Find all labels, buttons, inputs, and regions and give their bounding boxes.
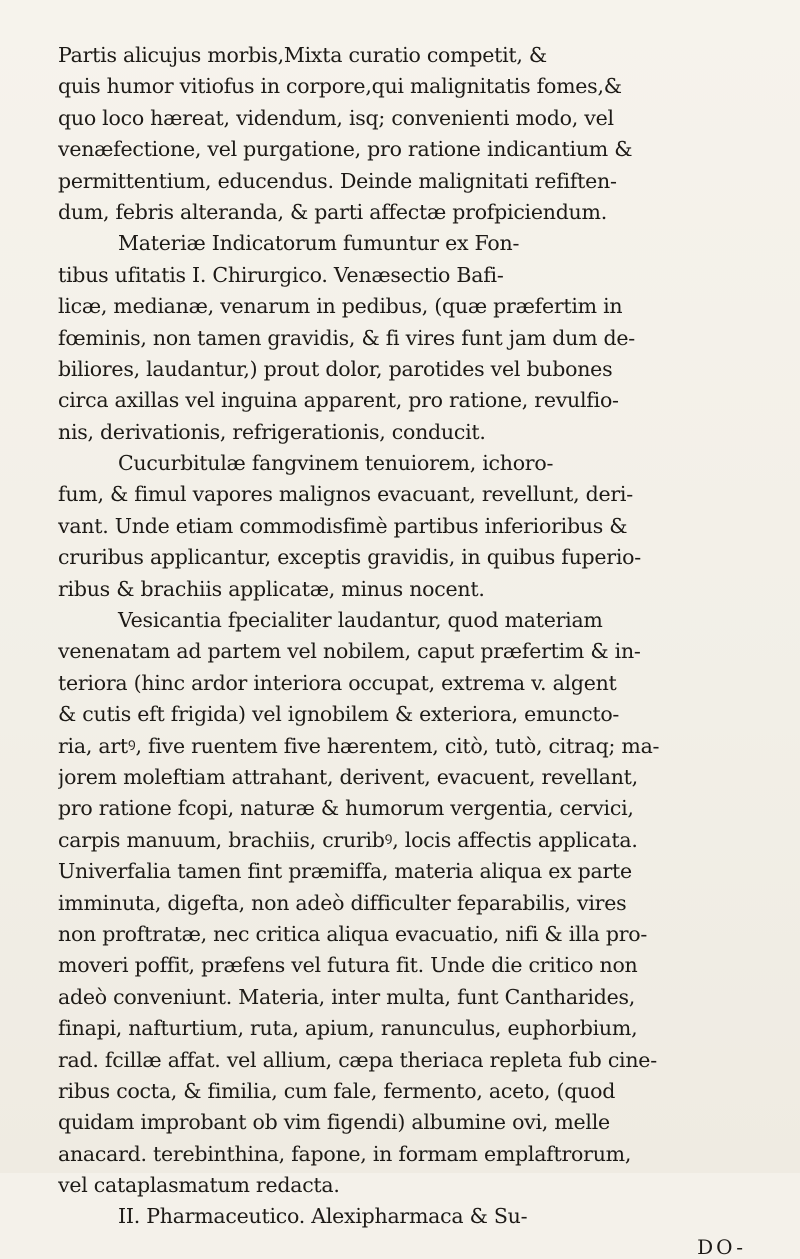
text-line-16: vant. Unde etiam commodisfimè partibus inferioribus & (58, 513, 628, 538)
text-line-34: ribus cocta, & fimilia, cum fale, fermento, aceto, (quod (58, 1078, 616, 1103)
text-line-36: anacard. terebinthina, fapone, in formam emplaftrorum, (58, 1141, 632, 1166)
text-line-11: biliores, laudantur,) prout dolor, parotides vel bubones (58, 356, 613, 381)
text-line-26: carpis manuum, brachiis, cruribꝰ, locis affectis applicata. (58, 827, 638, 852)
text-line-1: Partis alicujus morbis,Mixta curatio competit, & (58, 43, 547, 67)
text-line-19: Vesicantia fpecialiter laudantur, quod materiam (118, 608, 603, 633)
text-line-30: moveri poffit, præfens vel futura fit. Unde die critico non (58, 953, 638, 978)
text-line-5: permittentium, educendus. Deinde malignitati refiften- (58, 168, 617, 193)
text-line-15: fum, & fimul vapores malignos evacuant, revellunt, deri- (58, 482, 633, 507)
text-line-25: pro ratione fcopi, naturæ & humorum vergentia, cervici, (58, 796, 634, 821)
text-line-24: jorem moleftiam attrahant, derivent, evacuent, revellant, (58, 764, 638, 789)
text-line-29: non proftratæ, nec critica aliqua evacuatio, nifi & illa pro- (58, 921, 648, 946)
text-line-22: & cutis eft frigida) vel ignobilem & exteriora, emuncto- (58, 702, 620, 727)
text-line-38: II. Pharmaceutico. Alexipharmaca & Su- (118, 1204, 528, 1229)
text-line-28: imminuta, digefta, non adeò difficulter feparabilis, vires (58, 890, 627, 915)
text-line-6: dum, febris alteranda, & parti affectæ profpiciendum. (58, 199, 607, 224)
text-line-18: ribus & brachiis applicatæ, minus nocent. (58, 576, 485, 601)
text-line-14: Cucurbitulæ fangvinem tenuiorem, ichoro- (118, 451, 554, 476)
text-line-37: vel cataplasmatum redacta. (58, 1173, 340, 1198)
catchword: DO- (697, 1234, 746, 1259)
text-line-27: Univerfalia tamen fint præmiffa, materia aliqua ex parte (58, 859, 632, 884)
text-line-17: cruribus applicantur, exceptis gravidis, in quibus fuperio- (58, 545, 641, 570)
text-line-10: fœminis, non tamen gravidis, & fi vires funt jam dum de- (58, 325, 635, 350)
text-line-33: rad. fcillæ affat. vel allium, cæpa theriaca repleta fub cine- (58, 1047, 657, 1072)
latin-text-block (58, 40, 750, 1233)
text-line-7: Materiæ Indicatorum fumuntur ex Fon- (118, 231, 520, 256)
text-line-9: licæ, medianæ, venarum in pedibus, (quæ præfertim in (58, 294, 623, 319)
text-line-3: quo loco hæreat, videndum, isq; convenienti modo, vel (58, 105, 614, 130)
text-line-2: quis humor vitiofus in corpore,qui malignitatis fomes,& (58, 74, 622, 99)
text-line-20: venenatam ad partem vel nobilem, caput præfertim & in- (58, 639, 641, 664)
text-line-35: quidam improbant ob vim figendi) albumine ovi, melle (58, 1110, 610, 1135)
text-line-23: ria, artꝰ, five ruentem five hærentem, citò, tutò, citraq; ma- (58, 733, 660, 758)
text-line-31: adeò conveniunt. Materia, inter multa, funt Cantharides, (58, 984, 636, 1009)
text-line-12: circa axillas vel inguina apparent, pro ratione, revulfio- (58, 388, 619, 413)
text-line-8: tibus ufitatis I. Chirurgico. Venæsectio Bafi- (58, 262, 504, 287)
text-line-13: nis, derivationis, refrigerationis, conducit. (58, 419, 486, 444)
text-line-32: finapi, nafturtium, ruta, apium, ranunculus, euphorbium, (58, 1016, 638, 1041)
text-line-4: venæfectione, vel purgatione, pro ratione indicantium & (58, 137, 633, 162)
text-line-21: teriora (hinc ardor interiora occupat, extrema v. algent (58, 670, 617, 695)
